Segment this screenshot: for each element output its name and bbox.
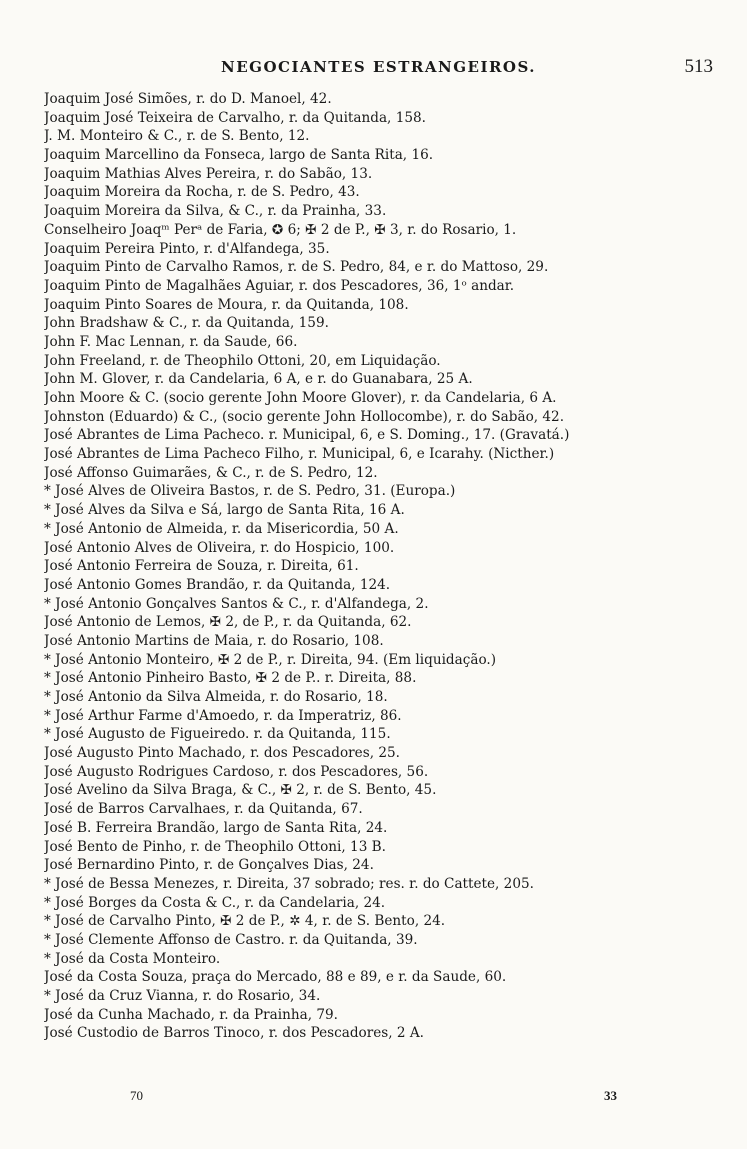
list-item: * José Antonio da Silva Almeida, r. do Rosario, 18. — [44, 689, 388, 705]
signature-mark-left: 70 — [130, 1088, 143, 1103]
list-item: Joaquim Pinto Soares de Moura, r. da Quitanda, 108. — [44, 296, 409, 313]
list-item: José de Barros Carvalhaes, r. da Quitanda, 67. — [44, 801, 363, 818]
list-item: José Augusto Pinto Machado, r. dos Pescadores, 25. — [44, 745, 400, 762]
page-header — [44, 58, 713, 86]
page-footer — [0, 1088, 747, 1108]
list-item: José Antonio de Lemos, ✠ 2, de P., r. da Quitanda, 62. — [44, 614, 412, 631]
list-item: John M. Glover, r. da Candelaria, 6 A, e r. do Guanabara, 25 A. — [44, 371, 473, 388]
list-item: José Antonio Ferreira de Souza, r. Direita, 61. — [44, 558, 359, 575]
list-item: José Abrantes de Lima Pacheco Filho, r. Municipal, 6, e Icarahy. (Nicther.) — [44, 446, 555, 463]
list-item: Joaquim José Simões, r. do D. Manoel, 42. — [44, 91, 332, 107]
list-item: * José Antonio Pinheiro Basto, ✠ 2 de P.. r. Direita, 88. — [44, 670, 417, 687]
list-item: * José Clemente Affonso de Castro. r. da Quitanda, 39. — [44, 931, 418, 948]
list-item: John Freeland, r. de Theophilo Ottoni, 20, em Liquidação. — [44, 352, 441, 369]
list-item: * José Alves da Silva e Sá, largo de Santa Rita, 16 A. — [44, 502, 405, 519]
page-title: NEGOCIANTES ESTRANGEIROS. — [220, 58, 537, 76]
list-item: José Avelino da Silva Braga, & C., ✠ 2, r. de S. Bento, 45. — [44, 782, 437, 799]
list-item: * José Alves de Oliveira Bastos, r. de S. Pedro, 31. (Europa.) — [44, 483, 456, 500]
list-item: * José Antonio de Almeida, r. da Misericordia, 50 A. — [44, 520, 399, 537]
list-item: Joaquim José Teixeira de Carvalho, r. da Quitanda, 158. — [44, 109, 426, 126]
list-item: John F. Mac Lennan, r. da Saude, 66. — [44, 333, 298, 350]
list-item: John Moore & C. (socio gerente John Moore Glover), r. da Candelaria, 6 A. — [44, 390, 557, 406]
list-item: Joaquim Marcellino da Fonseca, largo de Santa Rita, 16. — [44, 147, 434, 164]
list-item: Joaquim Pinto de Magalhães Aguiar, r. dos Pescadores, 36, 1ᵒ andar. — [44, 277, 515, 294]
signature-mark-right: 33 — [604, 1088, 617, 1103]
list-item: José Antonio Martins de Maia, r. do Rosario, 108. — [44, 632, 384, 649]
directory-list — [44, 90, 709, 1043]
list-item: José Antonio Gomes Brandão, r. da Quitanda, 124. — [44, 576, 391, 593]
list-item: José Bento de Pinho, r. de Theophilo Ottoni, 13 B. — [44, 838, 386, 855]
list-item: Joaquim Moreira da Silva, & C., r. da Prainha, 33. — [44, 203, 387, 220]
list-item: J. M. Monteiro & C., r. de S. Bento, 12. — [44, 128, 310, 145]
list-item: * José Antonio Gonçalves Santos & C., r. d'Alfandega, 2. — [44, 595, 429, 612]
list-item: * José de Carvalho Pinto, ✠ 2 de P., ✲ 4, r. de S. Bento, 24. — [44, 913, 446, 930]
list-item: * José de Bessa Menezes, r. Direita, 37 sobrado; res. r. do Cattete, 205. — [44, 875, 534, 892]
list-item: Conselheiro Joaqᵐ Perᵃ de Faria, ✪ 6; ✠ 2 de P., ✠ 3, r. do Rosario, 1. — [44, 221, 517, 238]
list-item: Joaquim Pinto de Carvalho Ramos, r. de S. Pedro, 84, e r. do Mattoso, 29. — [44, 259, 549, 276]
page-number: 513 — [684, 56, 713, 77]
list-item: José B. Ferreira Brandão, largo de Santa Rita, 24. — [44, 819, 388, 836]
list-item: * José da Costa Monteiro. — [44, 950, 221, 967]
list-item: José da Cunha Machado, r. da Prainha, 79. — [44, 1006, 338, 1023]
list-item: * José da Cruz Vianna, r. do Rosario, 34. — [44, 988, 321, 1004]
list-item: Johnston (Eduardo) & C., (socio gerente John Hollocombe), r. do Sabão, 42. — [44, 408, 565, 425]
list-item: * José Borges da Costa & C., r. da Candelaria, 24. — [44, 894, 386, 911]
list-item: * José Antonio Monteiro, ✠ 2 de P., r. Direita, 94. (Em liquidação.) — [44, 651, 497, 668]
list-item: José Affonso Guimarães, & C., r. de S. Pedro, 12. — [44, 464, 378, 481]
list-item: Joaquim Pereira Pinto, r. d'Alfandega, 35. — [44, 240, 330, 257]
list-item: José Augusto Rodrigues Cardoso, r. dos Pescadores, 56. — [44, 763, 429, 780]
list-item: Joaquim Mathias Alves Pereira, r. do Sabão, 13. — [44, 165, 373, 182]
list-item: * José Arthur Farme d'Amoedo, r. da Imperatriz, 86. — [44, 707, 402, 724]
list-item: José Antonio Alves de Oliveira, r. do Hospicio, 100. — [44, 539, 395, 556]
list-item: José Custodio de Barros Tinoco, r. dos Pescadores, 2 A. — [44, 1025, 425, 1042]
list-item: John Bradshaw & C., r. da Quitanda, 159. — [44, 315, 329, 332]
list-item: José Abrantes de Lima Pacheco. r. Municipal, 6, e S. Doming., 17. (Gravatá.) — [44, 427, 570, 444]
list-item: Joaquim Moreira da Rocha, r. de S. Pedro, 43. — [44, 184, 360, 201]
list-item: * José Augusto de Figueiredo. r. da Quitanda, 115. — [44, 726, 391, 743]
list-item: José Bernardino Pinto, r. de Gonçalves Dias, 24. — [44, 857, 374, 874]
list-item: José da Costa Souza, praça do Mercado, 88 e 89, e r. da Saude, 60. — [44, 969, 507, 986]
